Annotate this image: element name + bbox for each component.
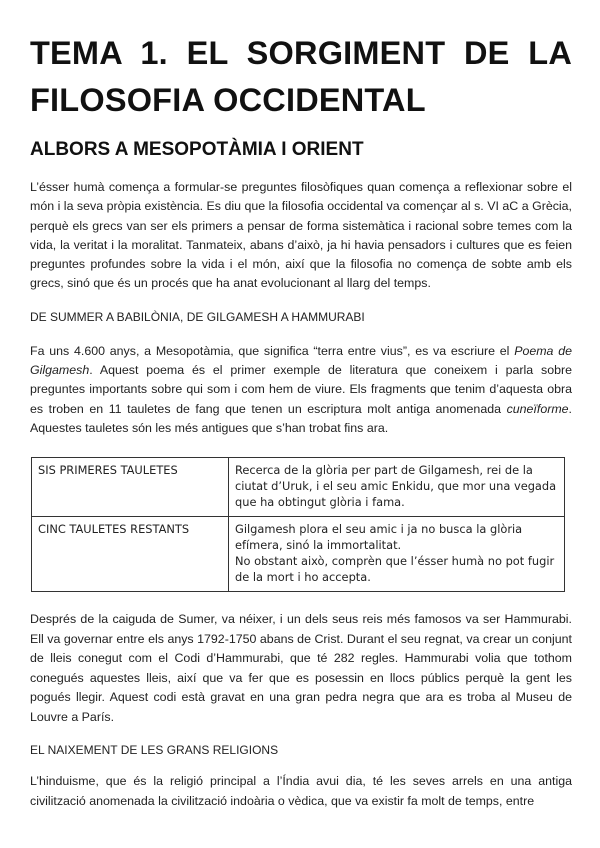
section-heading: ALBORS A MESOPOTÀMIA I ORIENT [30, 139, 364, 160]
intro-paragraph: L’ésser humà comença a formular-se preguntes filosòfiques quan comença a reflexionar sobre el món i la seva pròpia existència. Es diu que la filosofia occidental va començar al s. VI aC a Grècia, perquè els grecs van ser els primers a pensar de forma sistemàtica i racional sobre temes com la vida, la veritat i la moralitat. Tanmateix, abans d’això, ja hi havia pensadors i cultures que es feien preguntes profundes sobre la vida i el món, així que la filosofia no comença de sobte amb els grecs, sinó que és un procés que ha anat evolucionant al llarg del temps. [30, 180, 572, 291]
hammurabi-paragraph: Després de la caiguda de Sumer, va néixer, i un dels seus reis més famosos va ser Hammurabi. Ell va governar entre els anys 1792-1750 abans de Crist. Durant el seu regnat, va crear un conjunt de lleis conegut com el Codi d’Hammurabi, que té 282 regles. Hammurabi volia que tothom conegués aquestes lleis, així que va fer que es posessin en llocs públics perquè la gent les pogués llegir. Aquest codi està gravat en una gran pedra negra que ara es troba al Museu de Louvre a París. [30, 612, 572, 724]
poem-title: Poema de Gilgamesh [30, 343, 573, 378]
table-cell-description [229, 458, 565, 517]
table-cell-label: CINC TAULETES RESTANTS [32, 517, 229, 592]
tablets-table [31, 457, 565, 592]
page-title-line-2: FILOSOFIA OCCIDENTAL [30, 82, 426, 118]
gilgamesh-paragraph [30, 342, 572, 438]
table-cell-line: No obstant això, comprèn que l’ésser humà no pot fugir de la mort i ho accepta. [235, 554, 555, 585]
table-row [32, 517, 565, 592]
subsection-title-sumer: DE SUMMER A BABILÒNIA, DE GILGAMESH A HAMMURABI [30, 309, 365, 324]
subsection-title-religions: EL NAIXEMENT DE LES GRANS RELIGIONS [30, 743, 279, 758]
table-cell-label: SIS PRIMERES TAULETES [32, 458, 229, 517]
gilgamesh-text-1: Fa uns 4.600 anys, a Mesopotàmia, que significa “terra entre vius”, es va escriure el [30, 343, 515, 358]
table-cell-description [229, 517, 565, 592]
gilgamesh-text-2: . Aquest poema és el primer exemple de literatura que coneixem i parla sobre preguntes importants sobre qui som i com hem de viure. Els fragments que tenim d’aquesta obra es troben en 11 tauletes de fang que tenen un escriptura molt antiga anomenada [30, 363, 572, 416]
script-name: cuneïforme [506, 401, 569, 416]
hinduism-paragraph: L’hinduisme, que és la religió principal a l’Índia avui dia, té les seves arrels en una antiga civilització anomenada la civilització indoària o vèdica, que va existir fa molt de temps, entre [30, 774, 572, 808]
page-title [30, 30, 572, 124]
table-cell-line: Gilgamesh plora el seu amic i ja no busca la glòria efímera, sinó la immortalitat. [235, 522, 523, 553]
gilgamesh-text-3: . Aquestes tauletes són les més antigues que s’han trobat fins ara. [30, 401, 572, 435]
table-cell-line: Recerca de la glòria per part de Gilgamesh, rei de la ciutat d’Uruk, i el seu amic Enkidu, que mor una vegada que ha obtingut glòria i fama. [235, 463, 557, 510]
table-row [32, 458, 565, 517]
document-page [30, 30, 572, 811]
page-title-line-1: TEMA 1. EL SORGIMENT DE LA [30, 35, 572, 71]
